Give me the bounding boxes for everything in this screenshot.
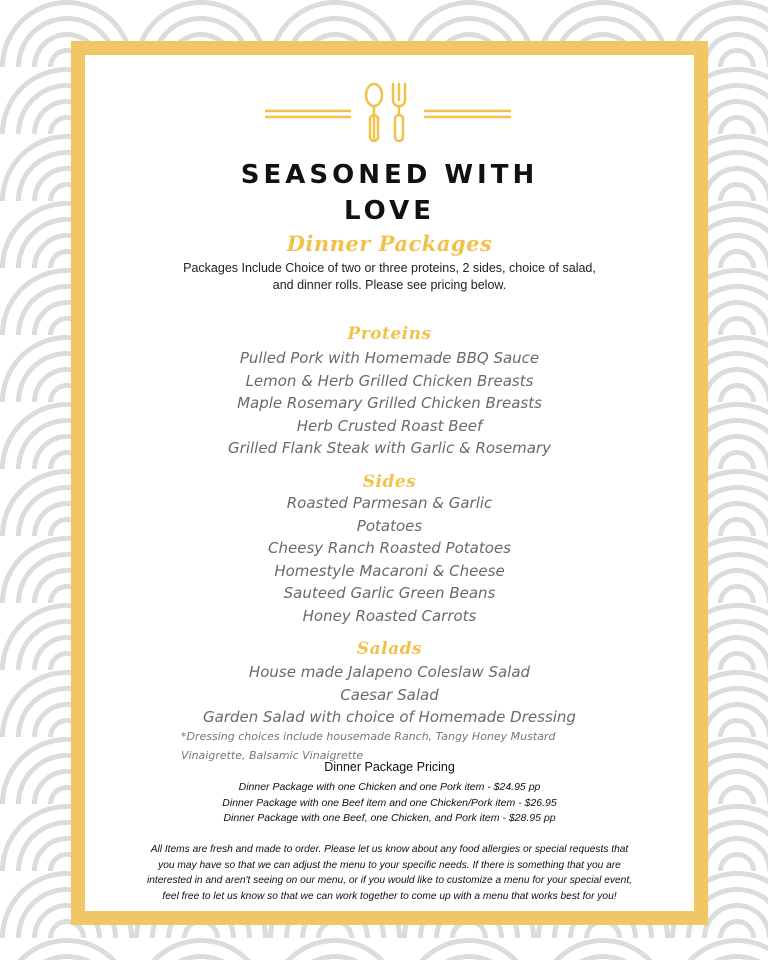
protein-item: Grilled Flank Steak with Garlic & Rosemary <box>228 439 551 458</box>
dressing-note-line: Vinaigrette, Balsamic Vinaigrette <box>181 749 364 762</box>
pricing-heading: Dinner Package Pricing <box>324 760 455 774</box>
price-item: Dinner Package with one Beef, one Chicken, and Pork item - $28.95 pp <box>223 812 556 824</box>
menu-frame <box>71 41 708 925</box>
proteins-heading: Proteins <box>347 324 432 344</box>
footer-line: you may have so that we can adjust the menu to your specific needs. If there is something that you are <box>158 859 621 871</box>
salad-item: House made Jalapeno Coleslaw Salad <box>248 663 531 681</box>
side-item: Sauteed Garlic Green Beans <box>283 584 496 603</box>
sides-list <box>85 492 694 628</box>
side-item: Homestyle Macaroni & Cheese <box>274 561 505 580</box>
menu-title <box>85 157 694 229</box>
dinner-packages-description <box>115 260 664 294</box>
side-item: Roasted Parmesan & Garlic <box>286 494 493 512</box>
sides-heading: Sides <box>362 472 417 492</box>
side-item: Cheesy Ranch Roasted Potatoes <box>268 539 511 558</box>
dressing-note-line: *Dressing choices include housemade Ranch, Tangy Honey Mustard <box>181 730 556 743</box>
protein-item: Pulled Pork with Homemade BBQ Sauce <box>239 349 540 367</box>
salad-item: Garden Salad with choice of Homemade Dressing <box>203 708 576 727</box>
dinner-packages-heading: Dinner Packages <box>286 231 493 256</box>
protein-item: Lemon & Herb Grilled Chicken Breasts <box>245 371 534 390</box>
footer-note <box>93 842 686 904</box>
price-item: Dinner Package with one Beef item and one Chicken/Pork item - $26.95 <box>222 796 557 809</box>
description-line: Packages Include Choice of two or three proteins, 2 sides, choice of salad, <box>183 261 596 275</box>
title-line-1: SEASONED WITH <box>240 160 539 190</box>
footer-line: feel free to let us know so that we can work together to come up with a menu that works best for you! <box>162 890 617 902</box>
salads-heading: Salads <box>356 639 423 659</box>
side-item: Potatoes <box>356 516 423 535</box>
spoon-fork-logo-icon <box>265 67 515 147</box>
salads-list <box>85 661 694 729</box>
protein-item: Maple Rosemary Grilled Chicken Breasts <box>237 394 542 413</box>
description-line: and dinner rolls. Please see pricing below. <box>272 278 507 292</box>
title-line-2: LOVE <box>344 196 435 226</box>
footer-line: All Items are fresh and made to order. Please let us know about any food allergies or special requests that <box>150 844 629 855</box>
menu-page <box>85 55 694 911</box>
footer-line: interested in and aren't seeing on our menu, or if you would like to customize a menu for your special event, <box>147 875 632 886</box>
pricing-list <box>85 780 694 827</box>
protein-item: Herb Crusted Roast Beef <box>296 416 483 435</box>
proteins-list <box>85 347 694 460</box>
price-item: Dinner Package with one Chicken and one Pork item - $24.95 pp <box>238 781 541 793</box>
salad-item: Caesar Salad <box>340 685 439 704</box>
side-item: Honey Roasted Carrots <box>302 606 477 625</box>
